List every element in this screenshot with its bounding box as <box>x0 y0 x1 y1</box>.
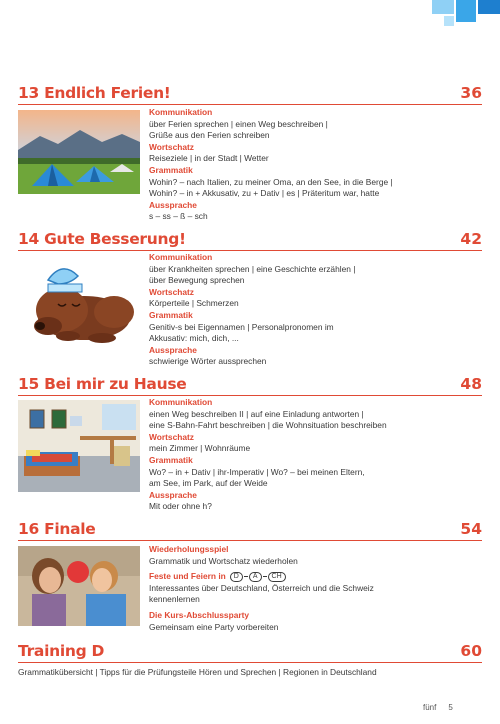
section-line: eine S-Bahn-Fahrt beschreiben | die Wohnsituation beschreiben <box>149 420 387 431</box>
section-heading: Wiederholungsspiel <box>149 544 229 554</box>
camping-tents-image <box>18 110 140 194</box>
section-heading: Kommunikation <box>149 397 213 407</box>
section-heading: Grammatik <box>149 454 193 465</box>
section-line: Reiseziele | in der Stadt | Wetter <box>149 153 269 164</box>
section-heading: Die Kurs-Abschlussparty <box>149 609 250 620</box>
section-heading: Wortschatz <box>149 286 194 297</box>
section-line: Grüße aus den Ferien schreiben <box>149 130 270 141</box>
chapter-header-14 <box>18 228 482 251</box>
section-line: Akkusativ: mich, dich, ... <box>149 333 239 344</box>
section-line: Grammatik und Wortschatz wiederholen <box>149 555 298 566</box>
corner-decoration <box>430 0 500 28</box>
section-heading: Feste und Feiern in <box>149 571 226 582</box>
footer-page-number: 5 <box>448 703 453 712</box>
section-line: über Ferien sprechen | einen Weg beschreiben | <box>149 118 328 129</box>
chapter-page[interactable]: 42 <box>460 230 482 248</box>
section-line: s – ss – ß – sch <box>149 211 208 222</box>
section-heading: Aussprache <box>149 199 197 210</box>
chapter-header-15 <box>18 373 482 396</box>
section-line: mein Zimmer | Wohnräume <box>149 443 251 454</box>
chapter-title[interactable]: 14 Gute Besserung! <box>18 230 186 248</box>
section-line: einen Weg beschreiben II | auf eine Einladung antworten | <box>149 408 364 419</box>
country-badge-ch: CH <box>268 572 286 582</box>
chapter-header-16 <box>18 518 482 541</box>
chapter-16-content <box>149 544 489 633</box>
section-line: Genitiv-s bei Eigennamen | Personalpronomen im <box>149 321 334 332</box>
chapter-14-content <box>149 252 489 368</box>
chapter-title[interactable]: 13 Endlich Ferien! <box>18 84 171 102</box>
chapter-header-13 <box>18 82 482 105</box>
training-header <box>18 640 482 663</box>
section-heading: Aussprache <box>149 344 197 355</box>
section-heading: Aussprache <box>149 489 197 500</box>
section-heading: Grammatik <box>149 164 193 175</box>
section-line: schwierige Wörter aussprechen <box>149 356 267 367</box>
kids-balloon-photo <box>18 546 140 626</box>
section-line: Interessantes über Deutschland, Österreich und die Schweiz <box>149 582 374 593</box>
section-line: Wohin? – in + Akkusativ, zu + Dativ | es | Präteritum war, hatte <box>149 188 380 199</box>
section-heading: Wortschatz <box>149 431 194 442</box>
section-line: Mit oder ohne h? <box>149 501 212 512</box>
section-line: über Bewegung sprechen <box>149 275 245 286</box>
training-description: Grammatikübersicht | Tipps für die Prüfungsteile Hören und Sprechen | Regionen in Deutschland <box>18 667 377 677</box>
chapter-page[interactable]: 54 <box>460 520 482 538</box>
chapter-page[interactable]: 36 <box>460 84 482 102</box>
section-line: Körperteile | Schmerzen <box>149 298 239 309</box>
section-line: Wohin? – nach Italien, zu meiner Oma, an den See, in die Berge | <box>149 176 393 187</box>
sick-dog-illustration <box>18 254 140 350</box>
dach-heading-row <box>149 571 489 583</box>
section-line: Wo? – in + Dativ | ihr-Imperativ | Wo? – bei meinen Eltern, <box>149 466 365 477</box>
section-line: Gemeinsam eine Party vorbereiten <box>149 621 279 632</box>
training-page[interactable]: 60 <box>460 642 482 660</box>
training-title[interactable]: Training D <box>18 642 105 660</box>
section-line: am See, im Park, auf der Weide <box>149 478 268 489</box>
section-heading: Wortschatz <box>149 141 194 152</box>
kids-bedroom-image <box>18 400 140 492</box>
country-badge-a: A <box>249 572 262 582</box>
section-line: kennenlernen <box>149 594 200 605</box>
section-heading: Grammatik <box>149 309 193 320</box>
page-footer <box>423 703 453 712</box>
footer-word: fünf <box>423 703 437 712</box>
country-badge-d: D <box>230 572 243 582</box>
section-line: über Krankheiten sprechen | eine Geschichte erzählen | <box>149 263 356 274</box>
chapter-15-content <box>149 397 489 513</box>
chapter-title[interactable]: 15 Bei mir zu Hause <box>18 375 187 393</box>
chapter-page[interactable]: 48 <box>460 375 482 393</box>
chapter-title[interactable]: 16 Finale <box>18 520 96 538</box>
chapter-13-content <box>149 107 489 223</box>
section-heading: Kommunikation <box>149 107 213 117</box>
section-heading: Kommunikation <box>149 252 213 262</box>
